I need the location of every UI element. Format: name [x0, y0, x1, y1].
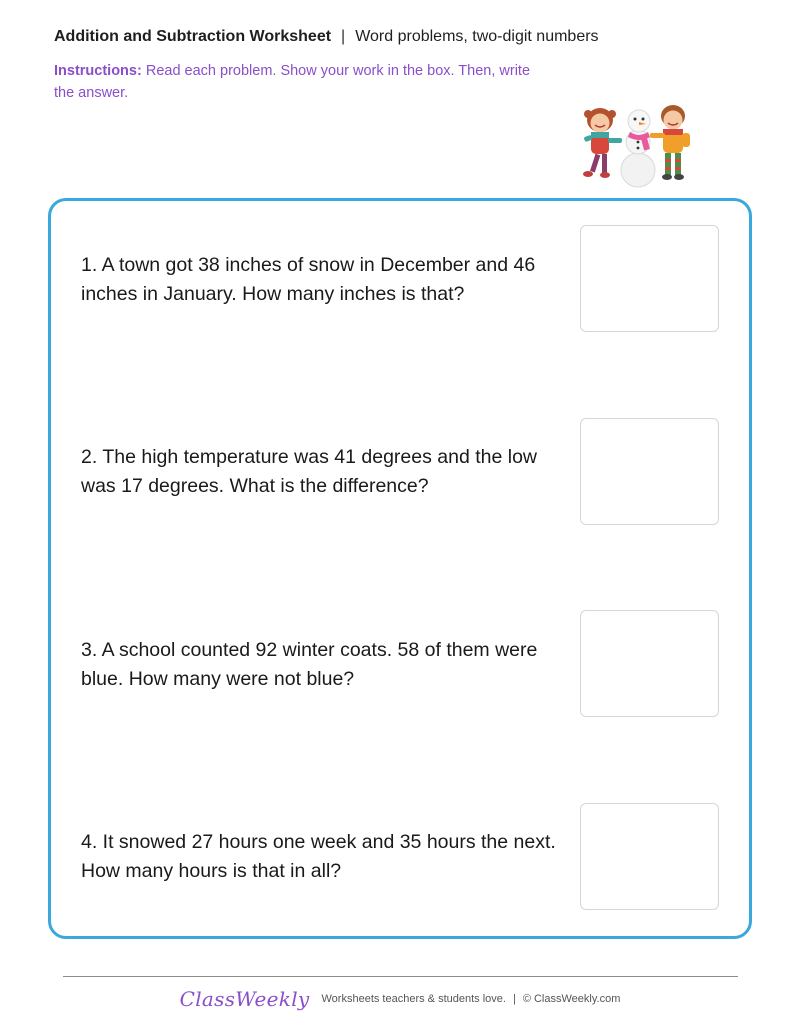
worksheet-title: Addition and Subtraction Worksheet — [54, 28, 332, 45]
footer-tagline: Worksheets teachers & students love. — [321, 993, 506, 1005]
header-separator: | — [341, 28, 346, 45]
footer-copyright: © ClassWeekly.com — [522, 993, 621, 1005]
boy-figure — [650, 105, 690, 180]
problem-1-text: 1. A town got 38 inches of snow in December and 46 inches in January. How many inches is that? — [81, 254, 536, 305]
answer-box-3[interactable] — [580, 610, 719, 717]
instructions — [54, 60, 534, 104]
footer-separator: | — [512, 993, 516, 1005]
worksheet-subtitle: Word problems, two-digit numbers — [355, 28, 599, 45]
answer-box-4[interactable] — [580, 803, 719, 910]
footer-divider — [63, 976, 738, 977]
problem-3-text: 3. A school counted 92 winter coats. 58 of them were blue. How many were not blue? — [81, 639, 538, 690]
answer-box-2[interactable] — [580, 418, 719, 525]
answer-box-1[interactable] — [580, 225, 719, 332]
footer — [0, 987, 800, 1011]
snowman-figure — [621, 110, 655, 187]
snowman-kids-icon — [578, 102, 696, 190]
brand-logo: ClassWeekly — [179, 987, 310, 1011]
problem-4-text: 4. It snowed 27 hours one week and 35 hours the next. How many hours is that in all? — [81, 831, 556, 882]
worksheet-header — [54, 28, 599, 46]
problem-2-text: 2. The high temperature was 41 degrees and the low was 17 degrees. What is the difference? — [81, 446, 538, 497]
instructions-text: Read each problem. Show your work in the box. Then, write the answer. — [54, 63, 531, 101]
instructions-label: Instructions: — [54, 63, 142, 79]
girl-figure — [583, 108, 622, 178]
